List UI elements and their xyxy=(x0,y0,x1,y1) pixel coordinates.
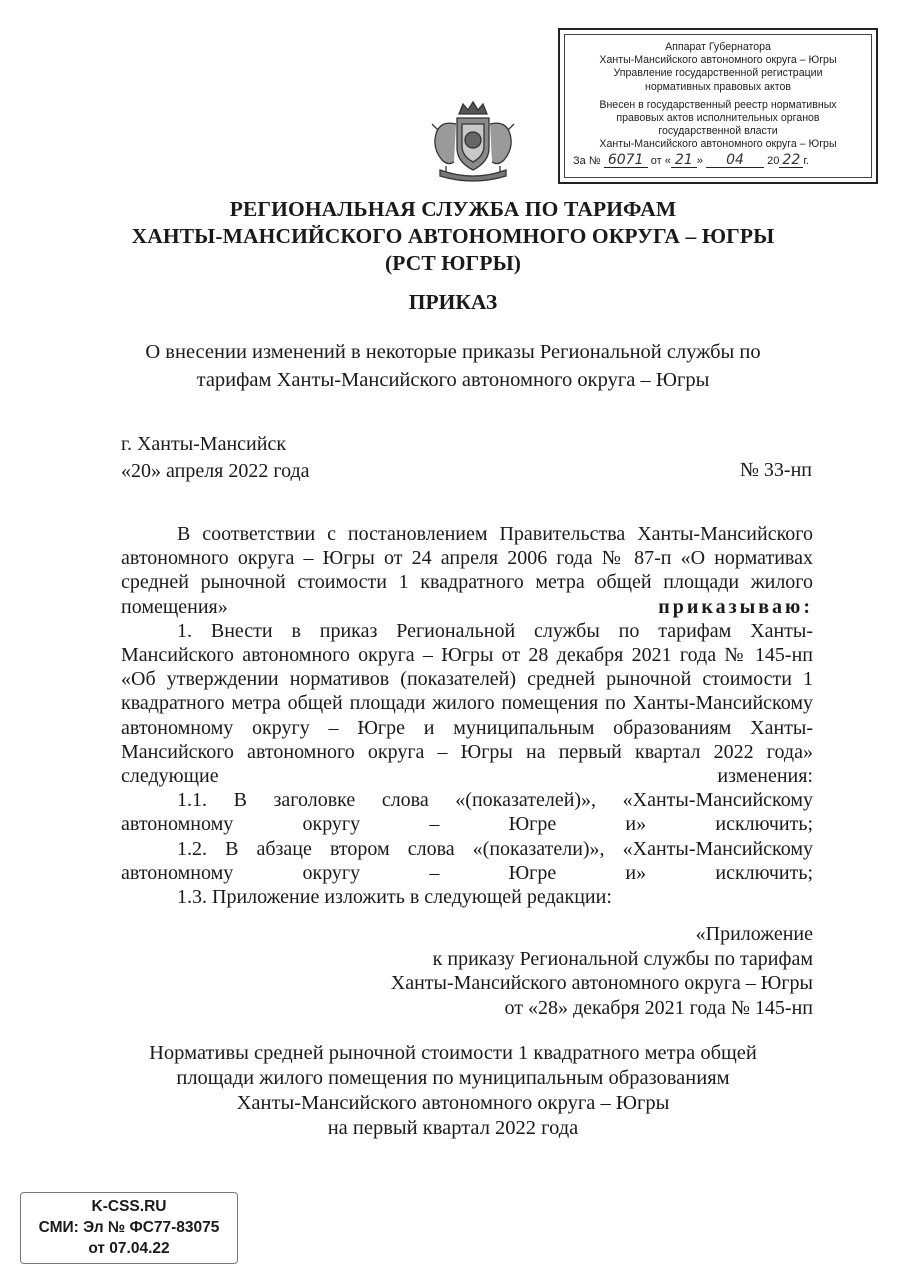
document-type: ПРИКАЗ xyxy=(408,290,498,314)
media-site: K-CSS.RU xyxy=(91,1198,167,1215)
stamp-reg-number: 6071 xyxy=(604,154,648,168)
stamp-reg-from: от « xyxy=(650,154,671,167)
stamp-reg-month: 04 xyxy=(706,154,764,168)
stamp-reg-day: 21 xyxy=(671,154,697,168)
item-1-2: 1.2. В абзаце втором слова «(показатели)», «Ханты-Мансийскому автономному округу – Югре и» исключить; xyxy=(121,837,813,884)
place-and-date xyxy=(121,431,310,485)
subject-line: тарифам Ханты-Мансийского автономного округа – Югры xyxy=(196,369,710,391)
stamp-line: нормативных правовых актов xyxy=(645,80,791,93)
item-1: 1. Внести в приказ Региональной службы по тарифам Ханты-Мансийского автономного округа – Югры от 28 декабря 2021 года № 145-нп «Об утверждении нормативов (показателей) средней рыночной стоимости 1 квадратного метра общей площади жилого помещения по Ханты-Мансийскому автономному округу – Югре и муниципальным образованиям Ханты-Мансийского автономного округа – Югры на первый квартал 2022 года» следующие изменения: xyxy=(121,619,813,788)
stamp-reg-year-prefix: 20 xyxy=(767,154,780,167)
media-date: от 07.04.22 xyxy=(88,1240,170,1257)
stamp-line: государственной власти xyxy=(658,125,778,138)
order-number: № 33-нп xyxy=(739,459,812,481)
stamp-reg-prefix: За № xyxy=(573,154,601,167)
preamble-text: В соответствии с постановлением Правительства Ханты-Мансийского автономного округа – Югры от 24 апреля 2006 года № 87-п «О нормативах средней рыночной стоимости 1 квадратного метра общей площади жилого помещения» xyxy=(121,523,813,618)
stamp-line: Ханты-Мансийского автономного округа – Югры xyxy=(599,138,837,151)
stamp-line: Внесен в государственный реестр нормативных xyxy=(599,98,837,111)
stamp-line: Аппарат Губернатора xyxy=(665,41,771,53)
stamp-line: Управление государственной регистрации xyxy=(613,67,823,80)
stamp-line: правовых актов исполнительных органов xyxy=(616,112,820,125)
coat-of-arms-icon xyxy=(426,100,520,184)
document-subject xyxy=(0,338,906,394)
appendix-line: Ханты-Мансийского автономного округа – Югры xyxy=(390,972,813,994)
preamble-paragraph xyxy=(121,522,813,619)
subject-line: О внесении изменений в некоторые приказы Региональной службы по xyxy=(145,341,761,363)
city: г. Ханты-Мансийск xyxy=(121,433,287,455)
appendix-line: к приказу Региональной службы по тарифам xyxy=(432,947,813,970)
org-line: ХАНТЫ-МАНСИЙСКОГО АВТОНОМНОГО ОКРУГА – ЮГРЫ xyxy=(131,224,775,248)
stamp-line: Ханты-Мансийского автономного округа – Югры xyxy=(599,54,837,67)
appendix-line: от «28» декабря 2021 года № 145-нп xyxy=(504,996,813,1019)
stamp-registration-line xyxy=(565,151,871,168)
norms-title-line: площади жилого помещения по муниципальным образованиям xyxy=(176,1067,730,1089)
registration-stamp xyxy=(558,28,878,184)
stamp-reg-suffix: г. xyxy=(803,154,810,167)
stamp-reg-close: » xyxy=(696,154,703,167)
media-license: СМИ: Эл № ФС77-83075 xyxy=(38,1219,220,1236)
item-1-3: 1.3. Приложение изложить в следующей редакции: xyxy=(177,886,612,909)
norms-title-line: Нормативы средней рыночной стоимости 1 квадратного метра общей xyxy=(149,1042,757,1064)
org-line: РЕГИОНАЛЬНАЯ СЛУЖБА ПО ТАРИФАМ xyxy=(229,197,677,221)
appendix-line: «Приложение xyxy=(695,923,813,945)
norms-title xyxy=(0,1041,906,1141)
item-1-1: 1.1. В заголовке слова «(показателей)», «Ханты-Мансийскому автономному округу – Югре и» исключить; xyxy=(121,789,813,836)
order-word: приказываю: xyxy=(658,595,813,618)
order-body xyxy=(121,522,813,909)
norms-title-line: Ханты-Мансийского автономного округа – Югры xyxy=(236,1092,670,1114)
order-date: «20» апреля 2022 года xyxy=(121,460,310,482)
organization-name xyxy=(0,196,906,277)
appendix-header xyxy=(391,922,813,1020)
stamp-reg-year: 22 xyxy=(779,154,803,168)
org-line: (РСТ ЮГРЫ) xyxy=(384,251,522,275)
norms-title-line: на первый квартал 2022 года xyxy=(327,1117,579,1139)
media-watermark xyxy=(20,1192,238,1264)
